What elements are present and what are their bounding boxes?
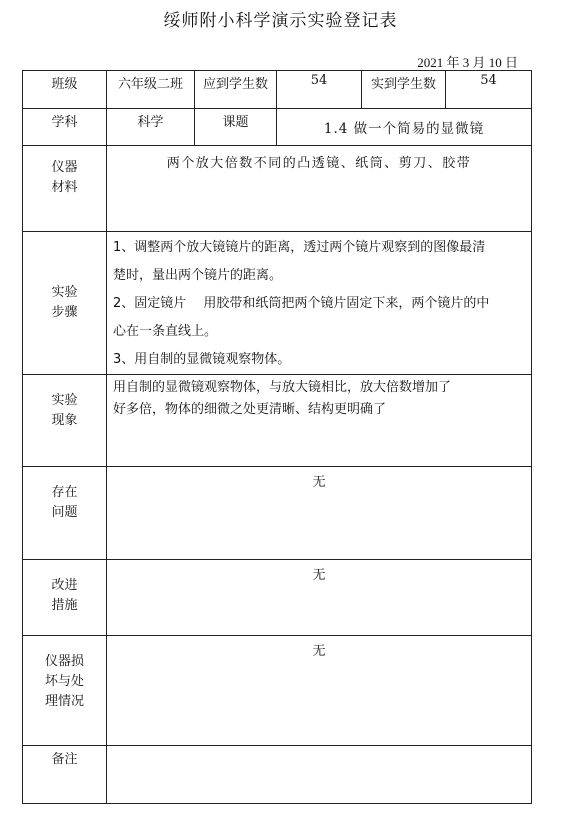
remarks-value — [107, 746, 532, 804]
damage-label — [23, 636, 107, 746]
experiment-record-table — [22, 70, 532, 804]
topic-value: 1.4 做一个简易的显微镜 — [277, 109, 532, 146]
subject-value: 科学 — [107, 109, 195, 146]
form-title: 绥师附小科学演示实验登记表 — [163, 11, 398, 31]
phenomenon-value — [107, 375, 532, 467]
row-improvements — [23, 560, 532, 636]
damage-label-line1: 仪器损 — [44, 654, 84, 669]
row-class — [23, 71, 532, 109]
expected-students-label: 应到学生数 — [195, 71, 277, 109]
steps-line: 楚时，量出两个镜片的距离。 — [113, 268, 283, 283]
phenomenon-label-line1: 实验 — [51, 393, 78, 408]
damage-label-line2: 坏与处 — [44, 674, 84, 689]
phenomenon-line: 用自制的显微镜观察物体，与放大镜相比，放大倍数增加了 — [113, 380, 452, 395]
improvements-label-line2: 措施 — [51, 598, 78, 613]
row-subject — [23, 109, 532, 146]
topic-label: 课题 — [195, 109, 277, 146]
row-phenomenon — [23, 375, 532, 467]
steps-line: 心在一条直线上。 — [113, 324, 218, 339]
improvements-label — [23, 560, 107, 636]
phenomenon-line: 好多倍，物体的细微之处更清晰、结构更明确了 — [113, 402, 387, 417]
steps-line: 3、用自制的显微镜观察物体。 — [113, 352, 291, 367]
expected-students-value: 54 — [277, 71, 362, 109]
problems-label — [23, 467, 107, 560]
actual-students-value: 54 — [446, 71, 532, 109]
actual-students-label: 实到学生数 — [362, 71, 446, 109]
phenomenon-label — [23, 375, 107, 467]
row-remarks — [23, 746, 532, 804]
materials-label — [23, 146, 107, 232]
class-label: 班级 — [23, 71, 107, 109]
row-materials — [23, 146, 532, 232]
steps-label — [23, 232, 107, 375]
materials-label-line1: 仪器 — [51, 160, 78, 175]
damage-label-line3: 理情况 — [44, 694, 84, 709]
record-date: 2021 年 3 月 10 日 — [417, 55, 518, 70]
class-value: 六年级二班 — [107, 71, 195, 109]
materials-label-line2: 材料 — [51, 180, 78, 195]
steps-line: 1、调整两个放大镜镜片的距离，透过两个镜片观察到的图像最清 — [113, 240, 486, 255]
steps-value — [107, 232, 532, 375]
steps-label-line2: 步骤 — [51, 305, 78, 320]
improvements-label-line1: 改进 — [51, 578, 78, 593]
phenomenon-label-line2: 现象 — [51, 413, 78, 428]
materials-value: 两个放大倍数不同的凸透镜、纸筒、剪刀、胶带 — [107, 146, 532, 232]
problems-value: 无 — [107, 467, 532, 560]
steps-line: 2、固定镜片 用胶带和纸筒把两个镜片固定下来，两个镜片的中 — [113, 296, 490, 311]
row-damage — [23, 636, 532, 746]
row-steps — [23, 232, 532, 375]
remarks-label: 备注 — [23, 746, 107, 804]
problems-label-line2: 问题 — [51, 505, 78, 520]
row-problems — [23, 467, 532, 560]
improvements-value: 无 — [107, 560, 532, 636]
steps-label-line1: 实验 — [51, 285, 78, 300]
damage-value: 无 — [107, 636, 532, 746]
subject-label: 学科 — [23, 109, 107, 146]
problems-label-line1: 存在 — [51, 485, 78, 500]
